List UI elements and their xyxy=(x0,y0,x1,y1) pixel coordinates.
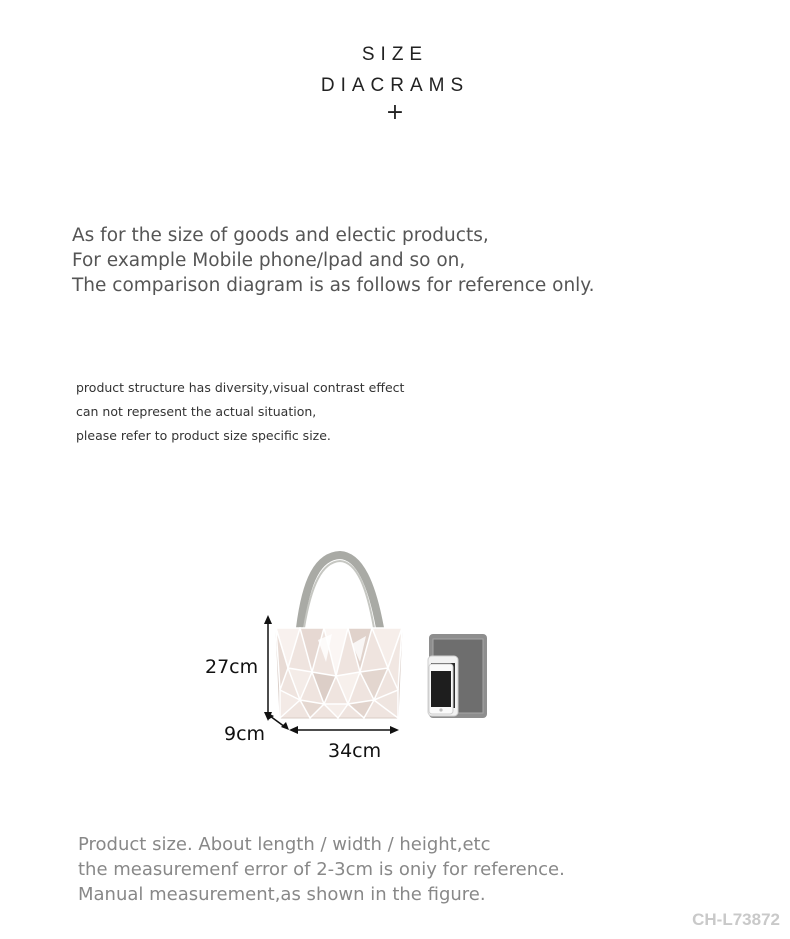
width-arrow xyxy=(289,726,399,734)
footer-line: the measuremenf error of 2-3cm is oniy for reference. xyxy=(78,859,565,880)
height-label: 27cm xyxy=(205,656,259,678)
intro-line: As for the size of goods and electic products, xyxy=(72,225,489,246)
footer-line: Product size. About length / width / height,etc xyxy=(78,834,491,855)
footer-line: Manual measurement,as shown in the figure. xyxy=(78,884,486,905)
height-arrow xyxy=(264,615,272,721)
intro-line: For example Mobile phone/lpad and so on, xyxy=(72,250,466,271)
product-code-watermark: CH-L73872 xyxy=(692,910,780,929)
note-line: product structure has diversity,visual contrast effect xyxy=(76,380,405,395)
note-line: can not represent the actual situation, xyxy=(76,404,317,419)
heading-size: SIZE xyxy=(361,44,429,65)
plus-icon: + xyxy=(385,100,405,125)
footer-text xyxy=(78,832,565,907)
intro-line: The comparison diagram is as follows for reference only. xyxy=(72,275,595,296)
depth-label: 9cm xyxy=(224,723,266,745)
width-label: 34cm xyxy=(328,740,382,762)
bag-icon xyxy=(276,628,402,718)
note-line: please refer to product size specific size. xyxy=(76,428,331,443)
phone-small-icon xyxy=(429,664,453,714)
heading-diagrams: DIACRAMS xyxy=(320,75,470,96)
